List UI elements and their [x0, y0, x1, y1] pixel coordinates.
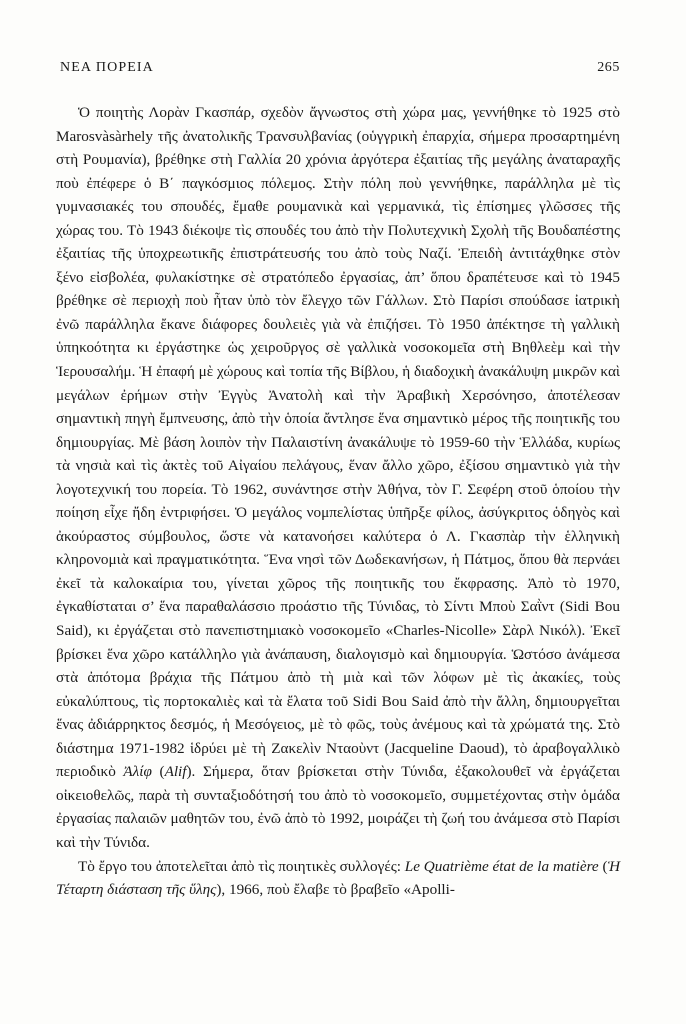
journal-title: ΝΕΑ ΠΟΡΕΙΑ — [60, 60, 154, 75]
paragraph-works-tail: ), 1966, ποὺ ἔλαβε τὸ βραβεῖο «Apolli- — [216, 881, 455, 899]
book-title-french: Le Quatrième état de la matière — [404, 857, 599, 875]
paragraph-biography — [56, 101, 620, 855]
journal-name-greek: Ἀλίφ — [123, 763, 152, 781]
paragraph-biography-text: Ὁ ποιητὴς Λορὰν Γκασπάρ, σχεδὸν ἄγνωστος στὴ χώρα μας, γεννήθηκε τὸ 1925 στὸ Marosvàsàrhely τῆς ἀνατολικῆς Τρανσυλβανίας (οὑγγρικὴ ἐπαρχία, σήμερα προσαρτημένη στὴ Ρουμανία), βρέθηκε στὴ Γαλλία 20 χρόνια ἀργότερα ἐξαιτίας τῆς μεγάλης ἀναταραχῆς ποὺ ἐπέφερε ὁ Β΄ παγκόσμιος πόλεμος. Στὴν πόλη ποὺ γεννήθηκε, παράλληλα μὲ τὶς γυμνασιακές του σπουδές, ἔμαθε ρουμανικὰ καὶ γερμανικά, τὶς ἐπίσημες γλῶσσες τῆς χώρας του. Τὸ 1943 διέκοψε τὶς σπουδές του ἀπὸ τὴν Πολυτεχνικὴ Σχολὴ τῆς Βουδαπέστης ἐξαιτίας τῆς ὑποχρεωτικῆς ἐπιστράτευσής του ἀπὸ τοὺς Ναζί. Ἐπειδὴ ἀντιτάχθηκε στὸν ξένο εἰσβολέα, φυλακίστηκε σὲ στρατόπεδο ἐργασίας, ἀπ’ ὅπου δραπέτευσε καὶ τὸ 1945 βρέθηκε σὲ περιοχὴ ποὺ ἦταν ὑπὸ τὸν ἔλεγχο τῶν Γάλλων. Στὸ Παρίσι σπούδασε ἰατρικὴ ἐνῶ παράλληλα ἔκανε διάφορες δουλειὲς γιὰ νὰ ἐπιζήσει. Τὸ 1950 ἀπέκτησε τὴ γαλλικὴ ὑπηκοότητα κι ἐργάστηκε ὡς χειροῦργος σὲ γαλλικὰ νοσοκομεῖα στὴ Βηθλεὲμ καὶ τὴν Ἱερουσαλήμ. Ἡ ἐπαφή μὲ χώρους καὶ τοπία τῆς Βίβλου, ἡ διαδοχικὴ ἀνακάλυψη μικρῶν καὶ μεγάλων ἐρήμων στὴν Ἐγγὺς Ἀνατολὴ καὶ τὴν Ἀραβικὴ Χερσόνησο, ἀποτέλεσαν σημαντικὴ πηγὴ ἔμπνευσης, ἀπὸ τὴν ὁποία ἄντλησε ἕνα σημαντικὸ μέρος τῆς ποιητικῆς του δημιουργίας. Μὲ βάση λοιπὸν τὴν Παλαιστίνη ἀνακάλυψε τὸ 1959-60 τὴν Ἑλλάδα, κυρίως τὰ νησιὰ καὶ τὶς ἀκτὲς τοῦ Αἰγαίου πελάγους, ἕναν ἄλλο χῶρο, ἐξίσου σημαντικὸ γιὰ τὴν λογοτεχνική του πορεία. Τὸ 1962, συνάντησε στὴν Ἀθήνα, τὸν Γ. Σεφέρη στοῦ ὁποίου τὴν ποίηση εἶχε ἤδη ἐντριφήσει. Ὁ μεγάλος νομπελίστας ὑπῆρξε φίλος, ἀσύγκριτος ὁδηγὸς καὶ ἀκούραστος σύμβουλος, ὥστε νὰ κατανοήσει καλύτερα ὁ Λ. Γκασπὰρ τὴν ἑλληνικὴ κληρονομιὰ καὶ πραγματικότητα. Ἕνα νησὶ τῶν Δωδεκανήσων, ἡ Πάτμος, ὅπου θὰ περνάει ἐκεῖ τὰ καλοκαίρια του, γίνεται χῶρος τῆς ποιητικῆς του ἔκφρασης. Ἀπὸ τὸ 1970, ἐγκαθίσταται σ’ ἕνα παραθαλάσσιο προάστιο τῆς Τύνιδας, τὸ Σίντι Μποὺ Σαῒντ (Sidi Bou Said), κι ἐργάζεται στὸ πανεπιστημιακὸ νοσοκομεῖο «Charles-Nicolle» Σὰρλ Νικόλ). Ἐκεῖ βρίσκει ἕνα χῶρο κατάλληλο γιὰ ἀνάπαυση, διαλογισμὸ καὶ δημιουργία. Ὡστόσο ἀνάμεσα στὰ ἀπότομα βράχια τῆς Πάτμου ἀπὸ τὴ μιὰ καὶ τῶν λόφων μὲ τὶς ἀκακίες, τοὺς εὐκαλύπτους, τὶς πορτοκαλιὲς καὶ τὰ ἔλατα τοῦ Sidi Bou Said ἀπὸ τὴν ἄλλη, δημιουργεῖται ἕνας ἀδιάρρηκτος δεσμός, ἡ Μεσόγειος, μὲ τὸ φῶς, τοὺς ἀνέμους καὶ τὰ χρώματά της. Στὸ διάστημα 1971-1982 ἱδρύει μὲ τὴ Ζακελὶν Νταοὺντ (Jacqueline Daoud), τὸ ἀραβογαλλικὸ περιοδικὸ — [56, 104, 620, 781]
paren-open: ( — [151, 763, 165, 781]
paren-open-2: ( — [598, 857, 608, 875]
paragraph-works — [56, 855, 620, 902]
journal-name-latin: Alif — [164, 763, 187, 781]
running-header — [60, 60, 620, 80]
paragraph-works-lead: Τὸ ἔργο του ἀποτελεῖται ἀπὸ τὶς ποιητικὲς συλλογές: — [78, 857, 401, 875]
book-title-greek: Ἡ Τέταρτη διάσταση τῆς ὕλης — [56, 857, 621, 899]
page-number: 265 — [597, 60, 620, 75]
body-text — [56, 101, 620, 902]
paragraph-biography-end: ). Σήμερα, ὅταν βρίσκεται στὴν Τύνιδα, ἐξακολουθεῖ νὰ ἐργάζεται οἰκειοθελῶς, παρὰ τὴ συνταξιοδότησή του ἀπὸ τὸ νοσοκομεῖο, συμμετέχοντας στὴν ὁμάδα ἐργασίας παλαιῶν μαθητῶν του, ἐνῶ ἀπὸ τὸ 1992, μοιράζει τὴ ζωή του ἀνάμεσα στὸ Παρίσι καὶ τὴν Τύνιδα. — [56, 763, 620, 851]
